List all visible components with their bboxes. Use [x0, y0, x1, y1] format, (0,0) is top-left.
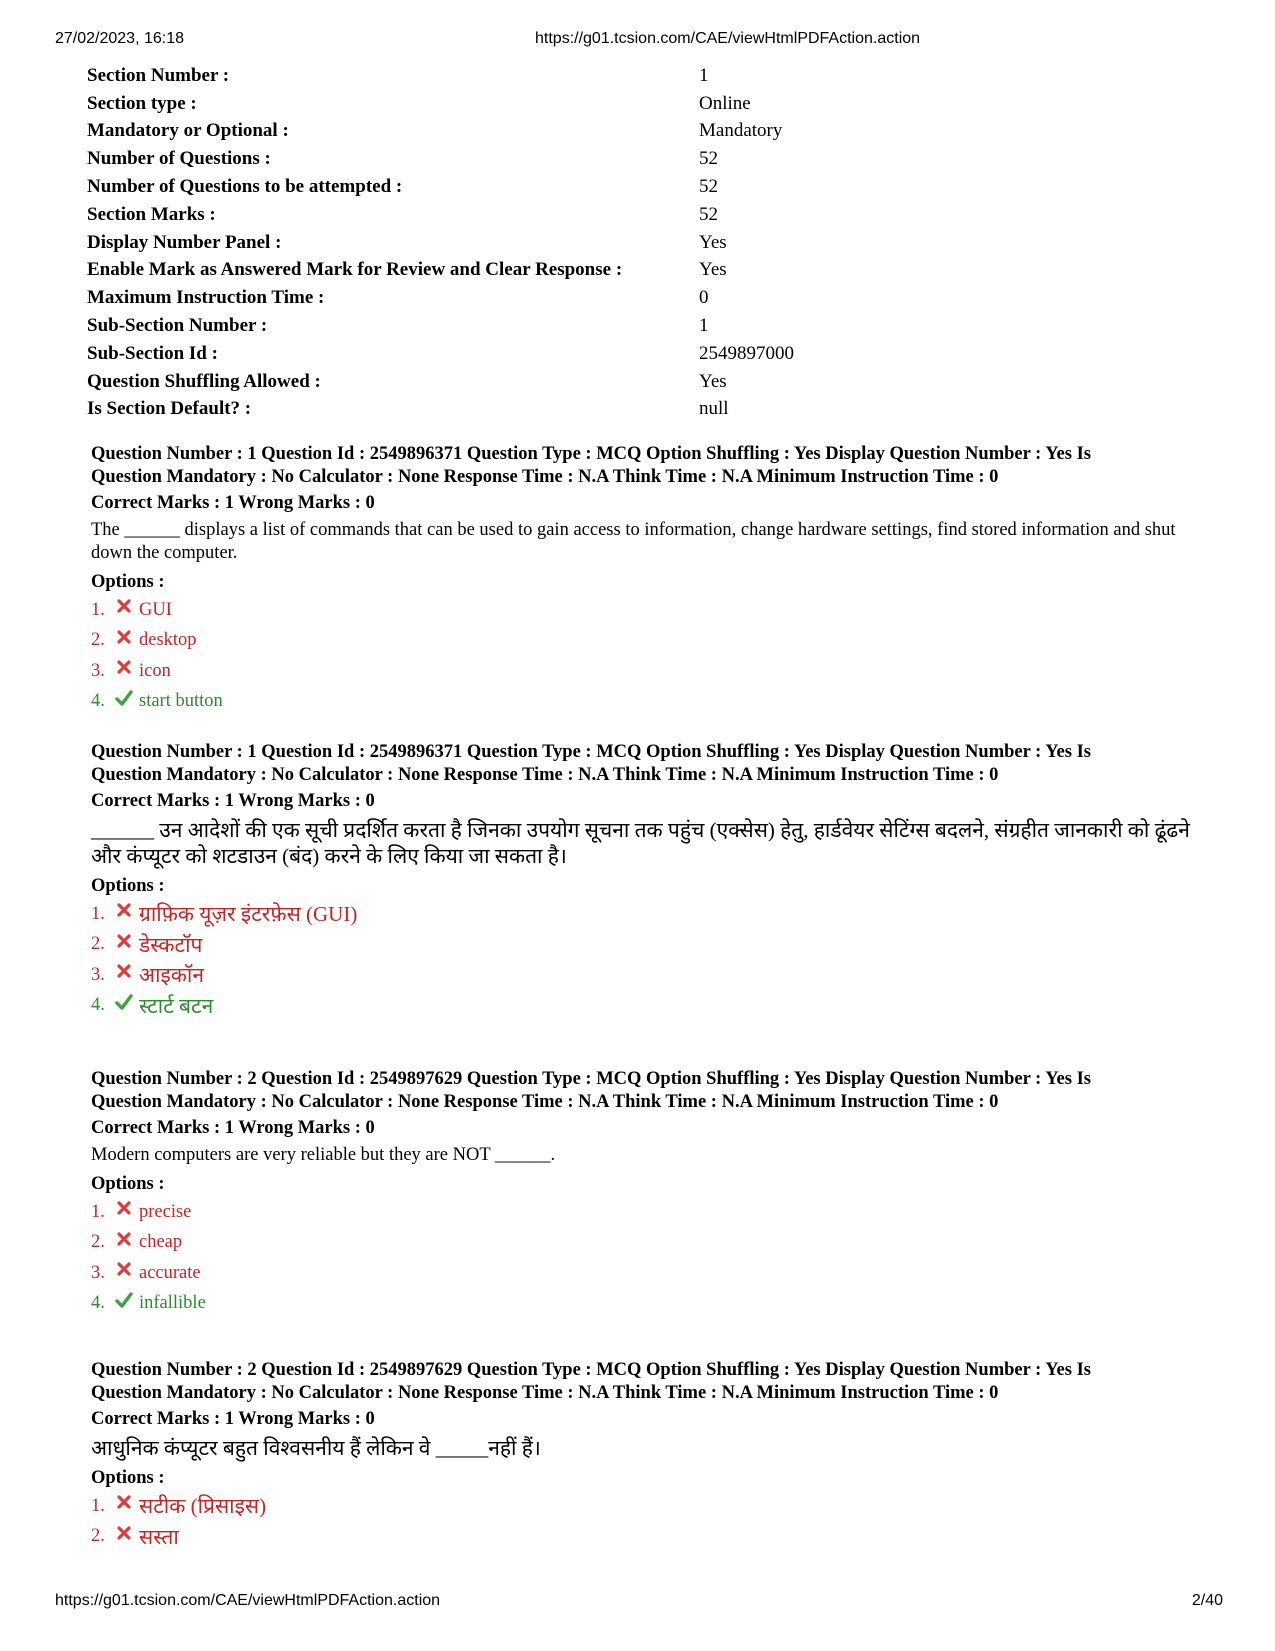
option-number: 1. [91, 1201, 105, 1222]
info-value: 2549897000 [699, 342, 794, 364]
info-label: Number of Questions : [87, 148, 271, 170]
info-label: Question Shuffling Allowed : [87, 370, 321, 392]
question-text: Modern computers are very reliable but they are NOT ______. [91, 1145, 556, 1165]
info-row [87, 145, 847, 173]
option-number: 4. [91, 691, 105, 712]
cross-icon [115, 1493, 133, 1511]
cross-icon [115, 597, 133, 615]
option-text: डेस्कटॉप [139, 932, 203, 957]
question-header-line: Question Mandatory : No Calculator : None Response Time : N.A Think Time : N.A Minimum Instruction Time : 0 [91, 1383, 999, 1403]
info-label: Is Section Default? : [87, 398, 252, 420]
section-info-table [87, 62, 847, 423]
option-item [91, 687, 1191, 718]
option-number: 2. [91, 934, 105, 955]
option-item [91, 595, 1191, 626]
info-label: Mandatory or Optional : [87, 120, 289, 142]
info-value: 1 [699, 64, 709, 86]
option-text: cheap [139, 1232, 183, 1253]
info-row [87, 396, 847, 424]
question-text: The ______ displays a list of commands that can be used to gain access to information, change hardware settings, find stored information and shut down the computer. [91, 520, 1176, 563]
option-number: 3. [91, 964, 105, 985]
info-value: Online [699, 92, 751, 114]
option-text: सटीक (प्रिसाइस) [139, 1494, 267, 1519]
info-label: Number of Questions to be attempted : [87, 176, 403, 198]
cross-icon [115, 628, 133, 646]
option-item [91, 626, 1191, 657]
option-text: ग्राफ़िक यूज़र इंटरफ़ेस (GUI) [139, 902, 358, 927]
options-label: Options : [91, 1468, 165, 1488]
info-row [87, 312, 847, 340]
question-header-line: Question Number : 1 Question Id : 2549896371 Question Type : MCQ Option Shuffling : Yes Display Question Number : Yes Is [91, 444, 1091, 464]
print-datetime: 27/02/2023, 16:18 [55, 30, 185, 47]
info-row [87, 173, 847, 201]
option-item [91, 656, 1191, 687]
option-item [91, 1522, 1191, 1553]
option-number: 4. [91, 995, 105, 1016]
option-item [91, 899, 1191, 930]
question-header-line: Question Mandatory : No Calculator : None Response Time : N.A Think Time : N.A Minimum Instruction Time : 0 [91, 467, 999, 487]
info-label: Sub-Section Id : [87, 342, 218, 364]
info-row [87, 340, 847, 368]
cross-icon [115, 1199, 133, 1217]
option-item [91, 960, 1191, 991]
question-text: ______ उन आदेशों की एक सूची प्रदर्शित करता है जिनका उपयोग सूचना तक पहुंच (एक्सेस) हेतु, हार्डवेयर सेटिंग्स बदलने, संग्रहीत जानकारी को ढूंढने और कंप्यूटर को शटडाउन (बंद) करने के लिए किया जा सकता है। [91, 818, 1190, 868]
question-block [91, 741, 1191, 1021]
info-label: Sub-Section Number : [87, 315, 268, 337]
cross-icon [115, 962, 133, 980]
option-text: start button [139, 691, 223, 712]
info-row [87, 201, 847, 229]
option-number: 2. [91, 1232, 105, 1253]
info-value: Yes [699, 259, 727, 281]
question-header-line: Question Number : 1 Question Id : 2549896371 Question Type : MCQ Option Shuffling : Yes Display Question Number : Yes Is [91, 742, 1091, 762]
question-marks: Correct Marks : 1 Wrong Marks : 0 [91, 493, 375, 513]
question-header-line: Question Mandatory : No Calculator : None Response Time : N.A Think Time : N.A Minimum Instruction Time : 0 [91, 765, 999, 785]
option-item [91, 1289, 1191, 1320]
info-value: Yes [699, 231, 727, 253]
cross-icon [115, 658, 133, 676]
option-number: 2. [91, 1526, 105, 1547]
option-text: desktop [139, 630, 197, 651]
option-number: 2. [91, 630, 105, 651]
option-text: icon [139, 660, 171, 681]
option-text: स्टार्ट बटन [139, 993, 214, 1018]
question-block [91, 443, 1191, 717]
cross-icon [115, 932, 133, 950]
option-text: GUI [139, 599, 172, 620]
option-text: आइकॉन [139, 963, 204, 988]
option-number: 3. [91, 660, 105, 681]
info-row [87, 284, 847, 312]
info-value: 1 [699, 315, 709, 337]
options-label: Options : [91, 572, 165, 592]
cross-icon [115, 1260, 133, 1278]
info-value: 52 [699, 148, 718, 170]
info-label: Maximum Instruction Time : [87, 287, 325, 309]
option-item [91, 991, 1191, 1022]
options-label: Options : [91, 876, 165, 896]
question-header-line: Question Number : 2 Question Id : 2549897629 Question Type : MCQ Option Shuffling : Yes Display Question Number : Yes Is [91, 1069, 1091, 1089]
info-value: Mandatory [699, 120, 783, 142]
info-label: Enable Mark as Answered Mark for Review and Clear Response : [87, 259, 623, 281]
question-text: आधुनिक कंप्यूटर बहुत विश्वसनीय हैं लेकिन वे _____नहीं हैं। [91, 1436, 541, 1460]
info-value: 0 [699, 287, 709, 309]
print-url-footer: https://g01.tcsion.com/CAE/viewHtmlPDFAction.action [55, 1592, 441, 1609]
option-text: accurate [139, 1262, 201, 1283]
info-label: Section type : [87, 92, 197, 114]
info-value: 52 [699, 203, 718, 225]
info-row [87, 118, 847, 146]
option-number: 1. [91, 1495, 105, 1516]
question-header-line: Question Mandatory : No Calculator : None Response Time : N.A Think Time : N.A Minimum Instruction Time : 0 [91, 1092, 999, 1112]
option-item [91, 1258, 1191, 1289]
option-item [91, 1197, 1191, 1228]
info-value: Yes [699, 370, 727, 392]
cross-icon [115, 1524, 133, 1542]
info-row [87, 368, 847, 396]
checkmark-icon [115, 689, 133, 707]
info-row [87, 90, 847, 118]
option-number: 1. [91, 599, 105, 620]
info-row [87, 62, 847, 90]
info-label: Section Number : [87, 64, 230, 86]
options-label: Options : [91, 1174, 165, 1194]
cross-icon [115, 901, 133, 919]
info-row [87, 257, 847, 285]
option-number: 4. [91, 1293, 105, 1314]
checkmark-icon [115, 993, 133, 1011]
question-marks: Correct Marks : 1 Wrong Marks : 0 [91, 791, 375, 811]
info-value: 52 [699, 176, 718, 198]
option-text: precise [139, 1201, 192, 1222]
cross-icon [115, 1230, 133, 1248]
print-url-header: https://g01.tcsion.com/CAE/viewHtmlPDFAction.action [535, 30, 921, 47]
option-item [91, 1491, 1191, 1522]
option-text: सस्ता [139, 1524, 179, 1549]
page-number: 2/40 [1191, 1592, 1223, 1609]
info-row [87, 229, 847, 257]
question-header-line: Question Number : 2 Question Id : 2549897629 Question Type : MCQ Option Shuffling : Yes Display Question Number : Yes Is [91, 1360, 1091, 1380]
checkmark-icon [115, 1291, 133, 1309]
question-marks: Correct Marks : 1 Wrong Marks : 0 [91, 1118, 375, 1138]
option-item [91, 930, 1191, 961]
info-value: null [699, 398, 729, 420]
question-block [91, 1359, 1191, 1552]
option-text: infallible [139, 1293, 206, 1314]
question-marks: Correct Marks : 1 Wrong Marks : 0 [91, 1409, 375, 1429]
option-item [91, 1228, 1191, 1259]
option-number: 3. [91, 1262, 105, 1283]
question-block [91, 1068, 1191, 1319]
option-number: 1. [91, 903, 105, 924]
info-label: Display Number Panel : [87, 231, 282, 253]
info-label: Section Marks : [87, 203, 216, 225]
